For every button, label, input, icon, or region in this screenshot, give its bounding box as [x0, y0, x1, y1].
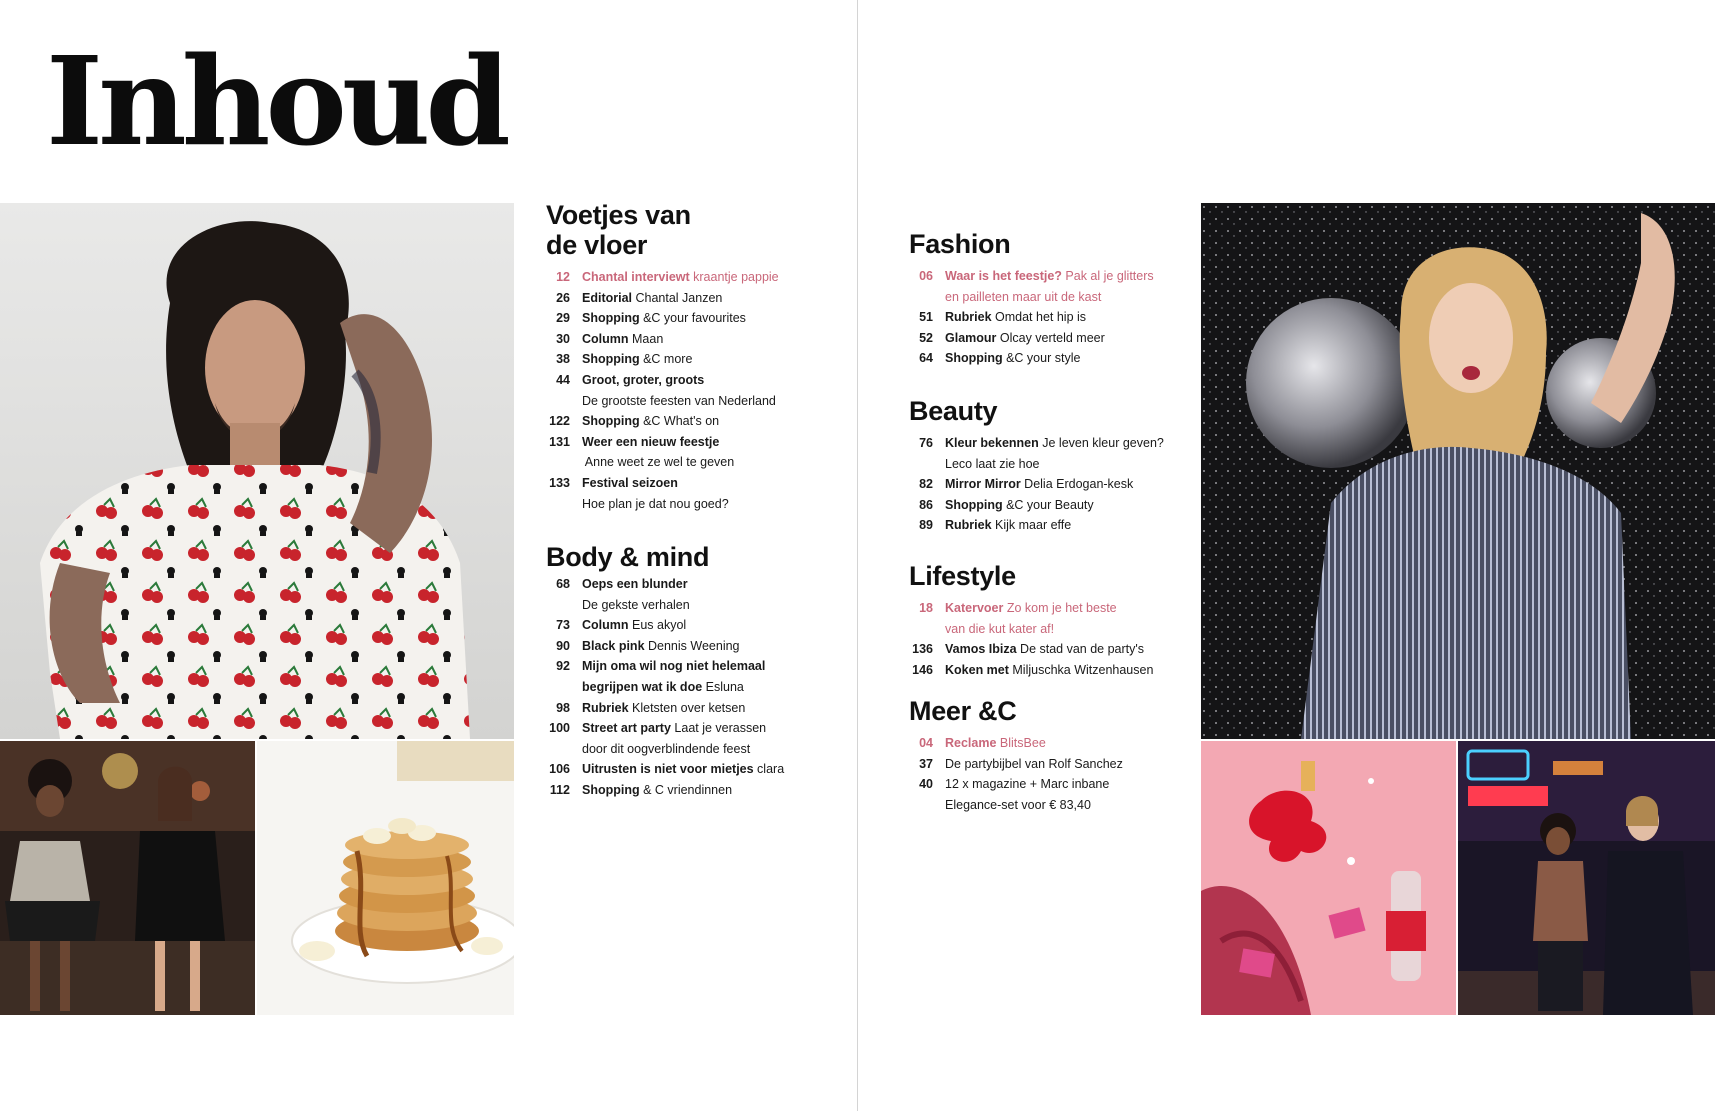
toc-entry[interactable]: 18 Katervoer Zo kom je het beste van die kut kater af!: [919, 601, 1117, 636]
toc-entry[interactable]: 86 Shopping &C your Beauty: [919, 497, 1094, 512]
section-heading-lifestyle: Lifestyle: [909, 561, 1016, 591]
toc-entry[interactable]: 100 Street art party Laat je verassen door dit oogverblindende feest: [549, 721, 767, 756]
toc-entry[interactable]: 06 Waar is het feestje? Pak al je glitters en pailleten maar uit de kast: [919, 269, 1154, 304]
toc-section-voetjes: [546, 200, 876, 514]
toc-entry[interactable]: 98 Rubriek Kletsten over ketsen: [556, 700, 746, 715]
toc-entry[interactable]: 29 Shopping &C your favourites: [556, 311, 746, 326]
right-page: [858, 0, 1715, 1111]
toc-entry[interactable]: 40 12 x magazine + Marc inbane Elegance-set voor € 83,40: [919, 777, 1110, 812]
photo-night-models: [0, 741, 255, 1015]
toc-entry[interactable]: 76 Kleur bekennen Je leven kleur geven? Leco laat zie hoe: [919, 436, 1164, 471]
toc-entry[interactable]: 89 Rubriek Kijk maar effe: [919, 518, 1072, 533]
section-heading-meer: Meer &C: [909, 696, 1017, 726]
section-heading-beauty: Beauty: [909, 396, 998, 426]
photo-pancakes: [257, 741, 514, 1015]
toc-section-beauty: [909, 396, 1239, 536]
toc-entry[interactable]: 44 Groot, groter, groots De grootste feesten van Nederland: [556, 372, 776, 408]
toc-entry[interactable]: 106 Uitrusten is niet voor mietjes clara: [549, 762, 785, 777]
toc-entry[interactable]: 136 Vamos Ibiza De stad van de party's: [912, 642, 1145, 657]
toc-entry[interactable]: 37 De partybijbel van Rolf Sanchez: [919, 756, 1123, 771]
section-heading-fashion: Fashion: [909, 229, 1011, 259]
toc-section-lifestyle: [909, 561, 1239, 680]
toc-entry[interactable]: 52 Glamour Olcay verteld meer: [919, 330, 1105, 345]
toc-entry[interactable]: 38 Shopping &C more: [556, 352, 693, 367]
toc-entry[interactable]: 26 Editorial Chantal Janzen: [556, 290, 723, 305]
toc-entry[interactable]: 51 Rubriek Omdat het hip is: [919, 310, 1087, 325]
page-title: Inhoud: [46, 29, 506, 173]
photo-neon-models: [1458, 741, 1715, 1015]
toc-entry[interactable]: 90 Black pink Dennis Weening: [556, 638, 740, 653]
left-page: [0, 0, 857, 1111]
section-heading-body-mind: Body & mind: [546, 542, 710, 572]
toc-entry[interactable]: 131 Weer een nieuw feestje Anne weet ze wel te geven: [549, 434, 735, 470]
photo-man-portrait: [0, 203, 514, 739]
toc-section-body-mind: [546, 542, 876, 801]
toc-entry[interactable]: 146 Koken met Miljuschka Witzenhausen: [912, 662, 1154, 677]
photo-party-flatlay: [1201, 741, 1456, 1015]
section-heading-voetjes: Voetjes van de vloer: [546, 200, 691, 260]
toc-entry[interactable]: 73 Column Eus akyol: [556, 618, 687, 633]
toc-section-fashion: [909, 229, 1239, 369]
toc-entry[interactable]: 30 Column Maan: [556, 331, 664, 346]
toc-entry[interactable]: 92 Mijn oma wil nog niet helemaal begrijpen wat ik doe Esluna: [556, 659, 766, 694]
toc-entry[interactable]: 04 Reclame BlitsBee: [919, 736, 1046, 750]
toc-entry[interactable]: 122 Shopping &C What's on: [549, 414, 720, 429]
toc-entry[interactable]: 82 Mirror Mirror Delia Erdogan-kesk: [919, 477, 1134, 492]
toc-entry[interactable]: 133 Festival seizoen Hoe plan je dat nou goed?: [549, 475, 729, 511]
photo-disco-woman: [1201, 203, 1715, 739]
toc-entry[interactable]: 112 Shopping & C vriendinnen: [549, 782, 733, 797]
toc-entry[interactable]: 12 Chantal interviewt kraantje pappie: [556, 270, 779, 284]
toc-entry[interactable]: 68 Oeps een blunder De gekste verhalen: [556, 577, 690, 612]
toc-entry[interactable]: 64 Shopping &C your style: [919, 351, 1081, 366]
toc-section-meer: [909, 696, 1239, 815]
